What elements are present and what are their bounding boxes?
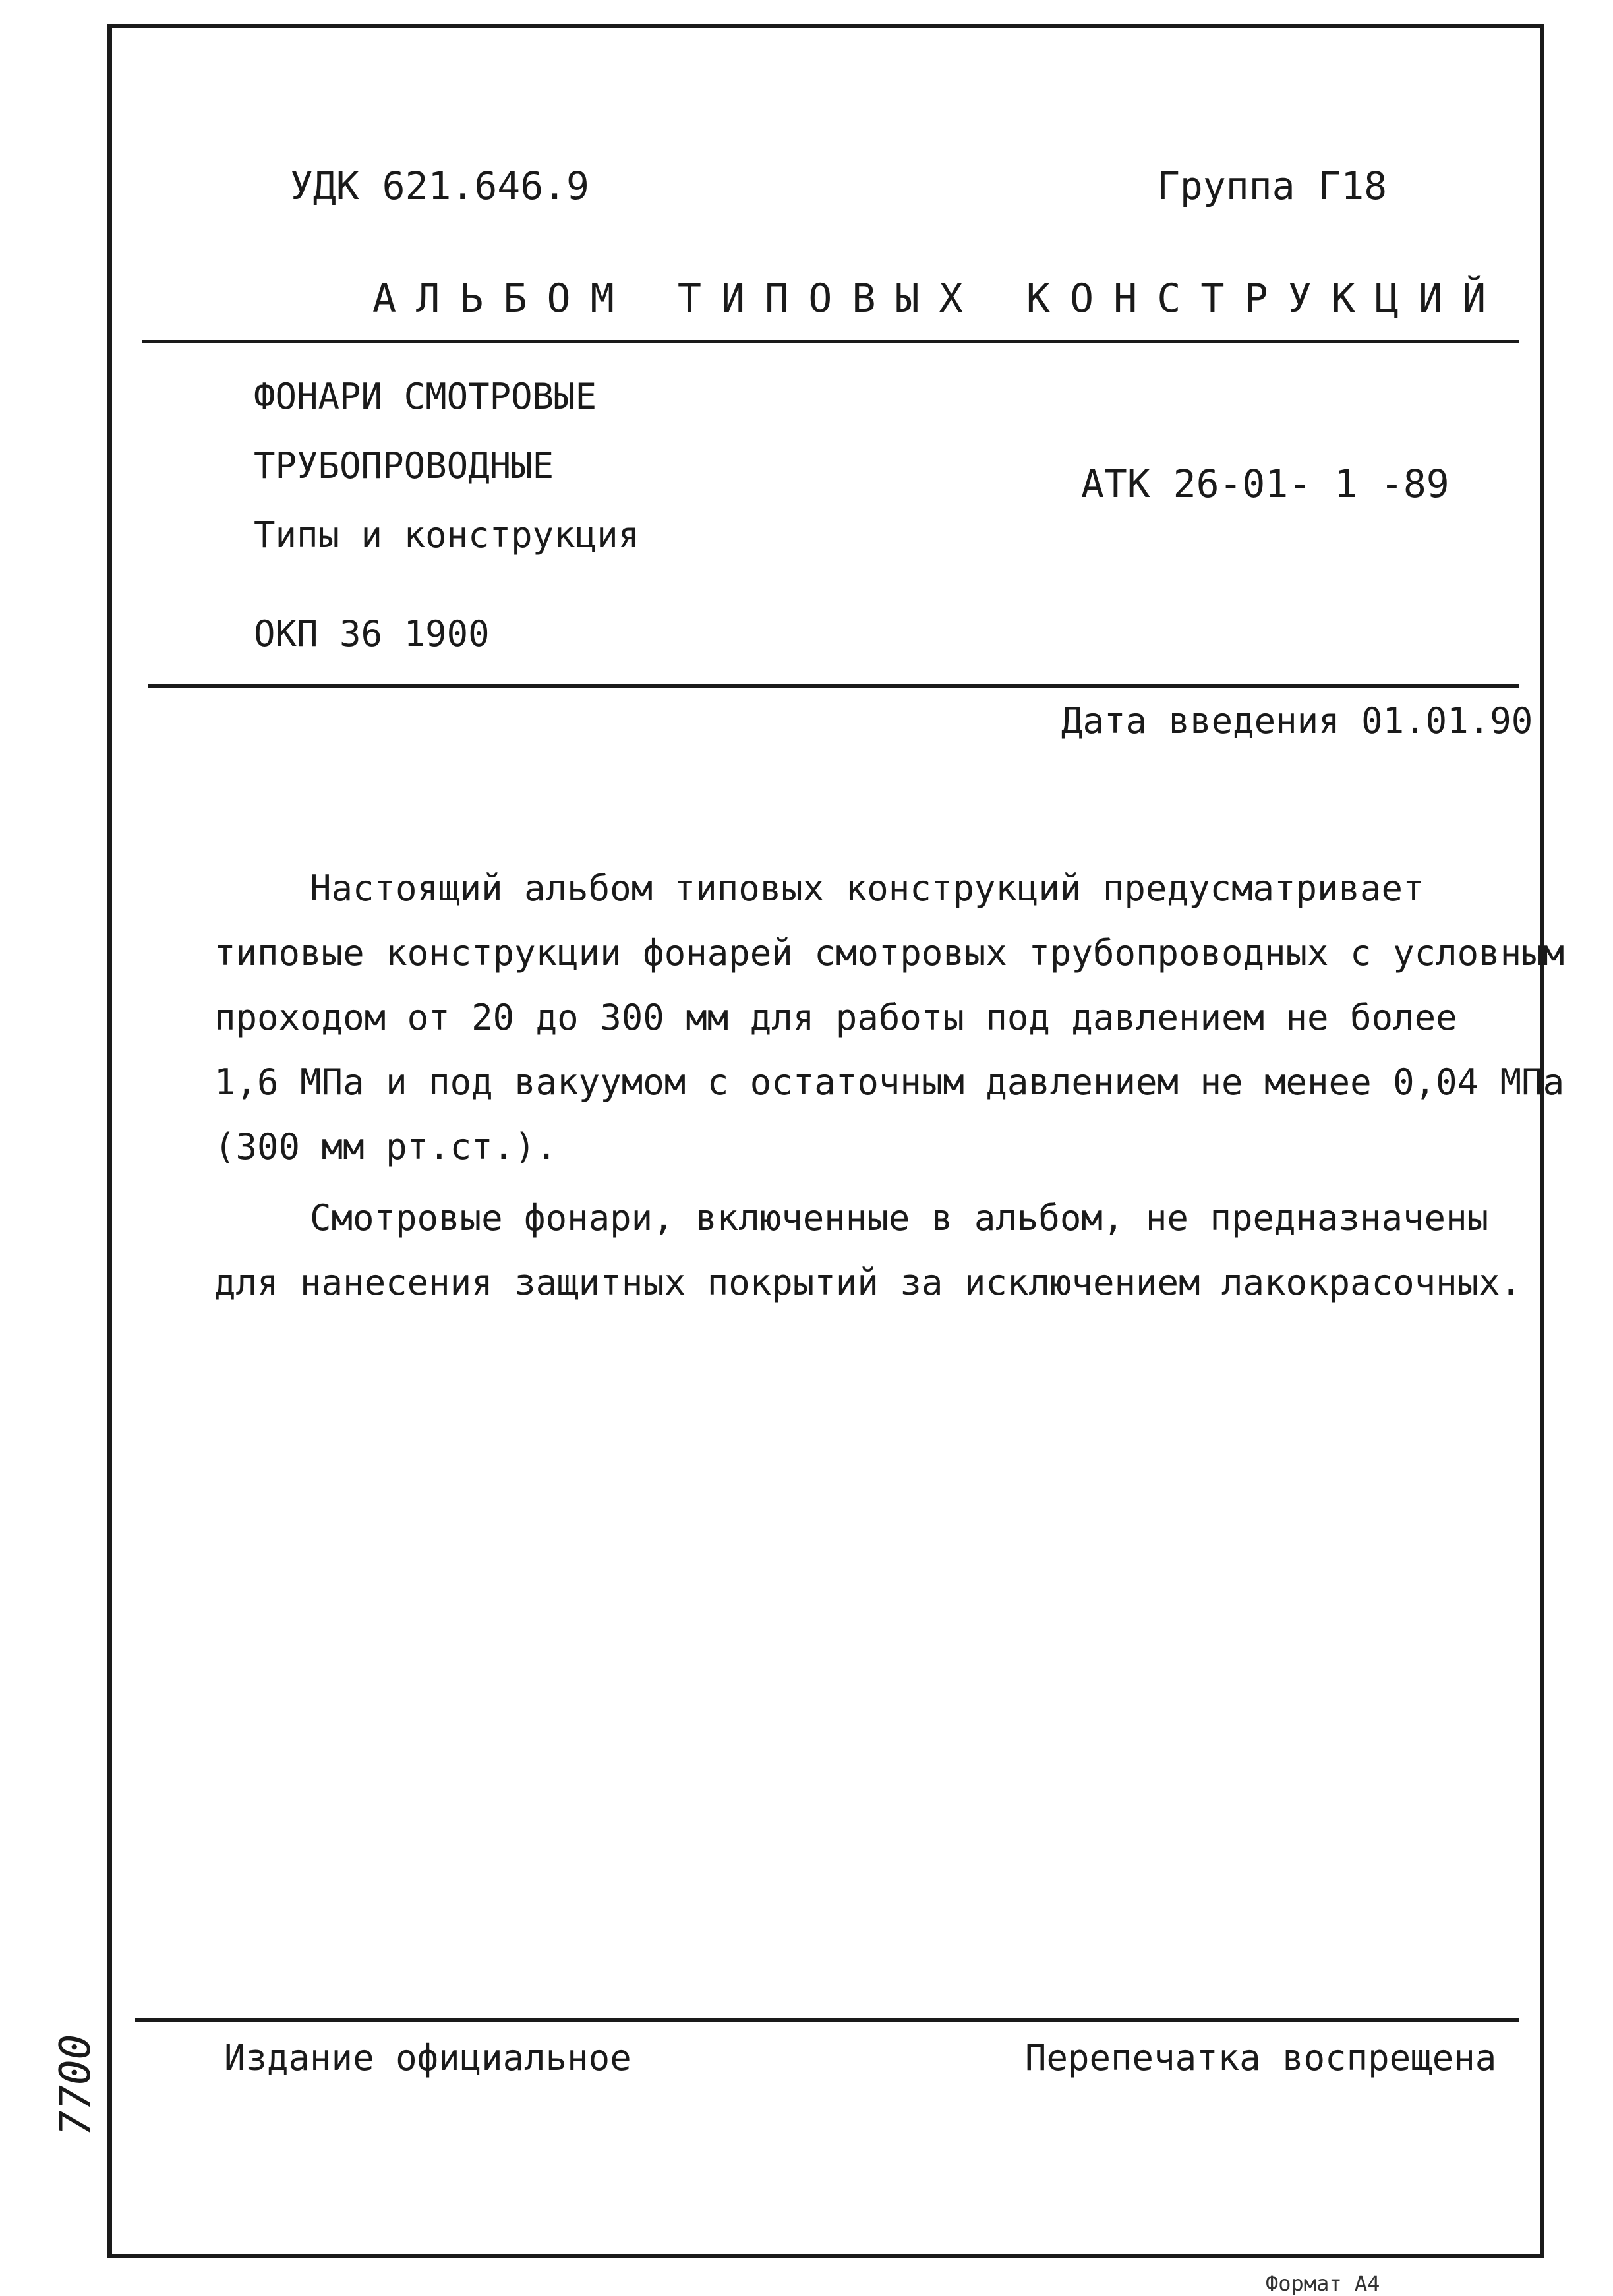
body-p1-line-4: 1,6 МПа и под вакуумом с остаточным давлением не менее 0,04 МПа — [214, 1061, 1565, 1103]
margin-handwritten-number: 7700 — [51, 2034, 100, 2136]
okp-code: ОКП 36 1900 — [254, 613, 490, 655]
body-p2-line-1: Смотровые фонари, включенные в альбом, не предназначены — [310, 1197, 1489, 1239]
footer-official-edition: Издание официальное — [224, 2037, 631, 2078]
subject-divider — [148, 684, 1519, 688]
designation: АТК 26-01- 1 -89 — [1081, 461, 1450, 506]
album-title: АЛЬБОМ ТИПОВЫХ КОНСТРУКЦИЙ — [372, 276, 1506, 322]
group-code: Группа Г18 — [1157, 163, 1388, 208]
title-divider — [142, 340, 1519, 343]
subject-line-1: ФОНАРИ СМОТРОВЫЕ — [254, 376, 597, 417]
subject-line-2: ТРУБОПРОВОДНЫЕ — [254, 445, 554, 486]
body-p1-line-2: типовые конструкции фонарей смотровых трубопроводных с условным — [214, 932, 1565, 974]
udk-code: УДК 621.646.9 — [290, 163, 589, 208]
format-note: Формат А4 — [1266, 2271, 1380, 2296]
subject-line-3: Типы и конструкция — [254, 514, 640, 556]
body-p1-line-3: проходом от 20 до 300 мм для работы под давлением не более — [214, 997, 1457, 1038]
body-p1-line-5: (300 мм рт.ст.). — [214, 1126, 558, 1167]
footer-divider — [135, 2018, 1519, 2022]
footer-reprint-prohibited: Перепечатка воспрещена — [1025, 2037, 1497, 2078]
effective-date: Дата введения 01.01.90 — [1061, 700, 1533, 742]
body-p2-line-2: для нанесения защитных покрытий за исключением лакокрасочных. — [214, 1262, 1522, 1303]
body-p1-line-1: Настоящий альбом типовых конструкций предусматривает — [310, 868, 1424, 909]
